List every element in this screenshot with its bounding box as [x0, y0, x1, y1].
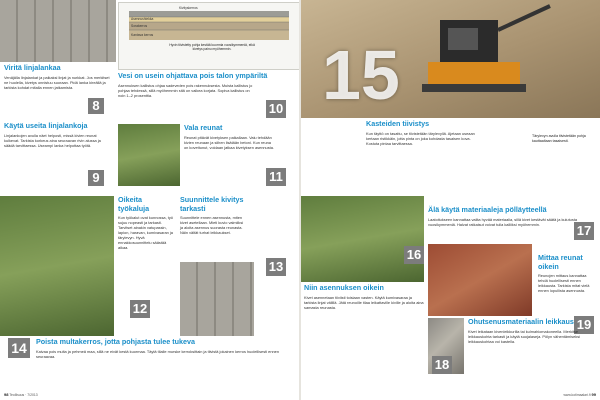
step-15-text: Kun täyttö on tasattu, se tiivistetään tärylevyllä. Ajetaan useaan kertaan ristikkäin, jotta pinta on joka kohdasta tasaisen kova. Kostuta pintaa tarvittaessa.: [366, 130, 475, 146]
step-19-title: Mittaa reunat oikein: [538, 253, 583, 271]
step-18-number: 18: [432, 356, 452, 374]
step-12-number: 12: [130, 300, 150, 318]
step-18-block: [468, 318, 596, 344]
photo-stone-edge: [0, 0, 116, 62]
diagram-label-2: Asennushiekka: [131, 17, 154, 21]
step-16-number: 16: [404, 246, 424, 264]
spread-gutter: [299, 0, 301, 400]
left-magazine-name: Teollisuus · 7/2013: [9, 393, 38, 397]
step-12-title: Oikeita työkaluja: [118, 195, 150, 213]
step-12-block: [118, 196, 174, 250]
step-16-text: Kivet asennetaan tiiviisti toisiaan vasten. Käytä kumivasaraa ja tarkista linjat välillä. Jätä reunoille tilaa leikattaville kiville ja aloita aina samasta reunasta.: [304, 294, 424, 310]
step-11-number: 11: [266, 168, 286, 186]
left-folio: [4, 392, 38, 397]
step-13-text: Suunnittele ennen asennusta, miten kivet asetellaan. Mieti kuvio valmiiksi ja aloita asennus suorasta reunasta. Näin vältät turhat leikkaukset.: [180, 215, 244, 235]
photo-edge-casting: [118, 124, 180, 186]
step-10-number: 10: [266, 100, 286, 118]
right-magazine-name: www.kotimaalari.fi: [563, 393, 591, 397]
step-17-number: 17: [574, 222, 594, 240]
step-14-number: 14: [8, 338, 30, 358]
photo-alignment: [300, 196, 424, 282]
step-19-block: [538, 254, 596, 293]
step-17-block: [428, 206, 596, 227]
step-13-title: Suunnittele kivitys tarkasti: [180, 195, 244, 213]
step-9-number: 9: [88, 170, 104, 186]
step-16-block: [304, 284, 424, 310]
step-13-number: 13: [266, 258, 286, 276]
step-15-number: 15: [322, 36, 400, 114]
step-11-title: Vala reunat: [184, 123, 223, 132]
right-page-number: 99: [591, 392, 596, 397]
step-8-block: [4, 64, 112, 90]
step-9-text: Linjalankojen avulla näet helposti, missä kivien reunat kulkevat. Tarkista korkeus aina seuraavan rivin alussa ja säädä tarvittaessa. Useampi lanka helpottaa työtä.: [4, 132, 101, 148]
step-11-text: Reunat pitävät kivetyksen paikallaan. Valu tehdään kivien reunaan ja siihen lisätään betoni. Kun reuna on kovettunut, voidaan jatkaa kivetyksen asennusta.: [184, 134, 274, 150]
step-10-block: [118, 72, 296, 98]
step-15-title: Kasteiden tiivistys: [366, 119, 430, 128]
step-15-block: [366, 120, 478, 146]
step-17-title: Älä käytä materiaaleja pölläytteellä: [428, 205, 547, 214]
right-folio: [563, 392, 596, 397]
step-19-text: Reunojen mittaus kannattaa tehdä huolellisesti ennen leikkausta. Tarkista mitat vielä ennen lopullista asennusta.: [538, 273, 590, 293]
diagram-label-3: Sorakerros: [131, 24, 148, 28]
step-10-text: Asennuksen kallistus ohjaa sadeveden pois rakennuksesta. Muista kallistus jo pohjaa tehdessä, sillä myöhemmin sitä on vaikea korjata. Sopiva kallistus on noin 1–2 prosenttia.: [118, 82, 253, 98]
diagram-label-1: Kivityskerros: [179, 6, 198, 10]
left-page-number: 98: [4, 392, 9, 397]
step-14-block: [36, 338, 296, 359]
diagram-label-4: Kantava kerros: [131, 33, 154, 37]
step-12-text: Kun työkalut ovat kunnossa, työ sujuu nopeasti ja tarkasti. Tarvitset ainakin vatupassin, lapion, haravan, kumivasaran ja tärylevyn. Hyvä ennakkosuunnittelu säästää aikaa.: [118, 215, 173, 250]
step-9-block: [4, 122, 112, 148]
step-15-caption: Tärylevyn avulla tiivistetään pohja kauttaaltaan tasaisesti.: [532, 134, 586, 143]
step-18-text: Kivet leikataan kivenleikkurilla tai kulmahiomakoneella. Merkitse leikkauskohta tarkasti ja käytä suojalaseja. Pölyn vähentämiseksi leikkauskohtaa voi kastella.: [468, 328, 581, 344]
step-8-title: Viritä linjalankaa: [4, 63, 61, 72]
step-19-number: 19: [574, 316, 594, 334]
photo-paving-bricks: [428, 244, 532, 316]
step-10-title: Vesi on usein ohjattava pois talon ympäriltä: [118, 71, 268, 80]
diagram-note: Hyvin tiivistetty pohja kestää kuormia vuosikymmeniä, eikä kivetys painu myöhemmin.: [169, 43, 255, 52]
step-9-title: Käytä useita linjalankoja: [4, 121, 88, 130]
photo-tools: [0, 196, 114, 336]
step-18-title: Ohutsenusmateriaalin leikkaus: [468, 317, 574, 326]
layer-diagram: [118, 2, 300, 70]
photo-paving-pattern: [180, 262, 254, 336]
step-14-title: Poista multakerros, jotta pohjasta tulee tukeva: [36, 337, 195, 346]
step-17-text: Laatoitukseen kannattaa valita hyvää materiaalia, sillä kivet kestävät säätä ja kulutusta vuosikymmeniä. Halvat ratkaisut voivat tulla kalliiksi myöhemmin.: [428, 216, 578, 227]
step-14-text: Kaivaa pois multa ja pehmeä maa, sillä ne eivät kestä kuormaa. Täytä tilalle murske kerroksittain ja tiivistä jokainen kerros huolellisesti ennen seuraavaa.: [36, 348, 279, 359]
step-16-title: Niin asennuksen oikein: [304, 283, 384, 292]
step-8-text: Venäjälla linjalankat ja paikaksi linjat ja nurkkat. Jos merkitset ne huolella, kivetys onnistuu suoraan. Pidä lanka kireällä ja tarkista kohdat mitalla ennen jatkamista.: [4, 74, 110, 90]
step-8-number: 8: [88, 98, 104, 114]
step-13-block: [180, 196, 246, 235]
right-page: [300, 0, 600, 400]
step-11-block: [184, 124, 296, 150]
